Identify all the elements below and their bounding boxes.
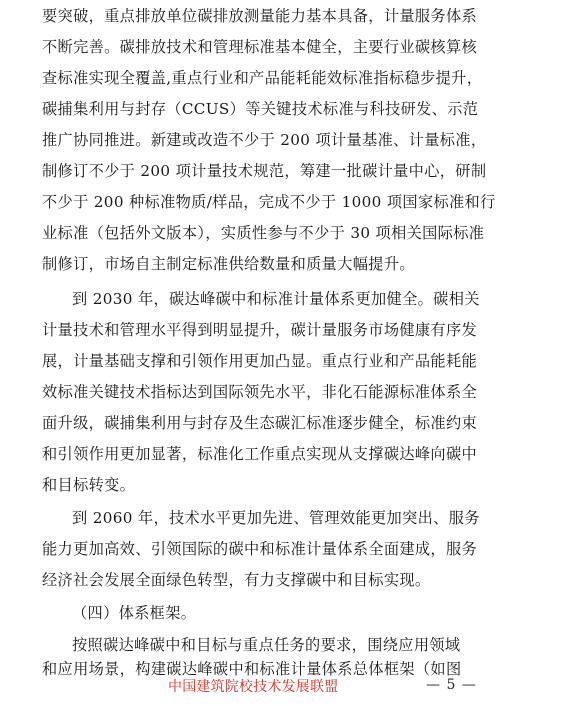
paragraph-line: 制修订，市场自主制定标准供给数量和质量大幅提升。 — [42, 255, 415, 273]
paragraph-first-line: 到 2060 年，技术水平更加先进、管理效能更加突出、服务 — [72, 509, 480, 527]
section-heading: （四）体系框架。 — [72, 604, 197, 622]
paragraph-line: 不断完善。碳排放技术和管理标准基本健全，主要行业碳核算核 — [42, 38, 478, 56]
paragraph-line: 查标准实现全覆盖,重点行业和产品能耗能效标准指标稳步提升， — [42, 69, 483, 87]
paragraph-first-line: 到 2030 年，碳达峰碳中和标准计量体系更加健全。碳相关 — [72, 290, 480, 308]
paragraph-line: 碳捕集利用与封存（CCUS）等关键技术标准与科技研发、示范 — [42, 100, 479, 118]
paragraph-line: 和目标转变。 — [42, 476, 136, 494]
paragraph-line: 和应用场景，构建碳达峰碳中和标准计量体系总体框架（如图 — [42, 660, 462, 678]
paragraph-line: 业标准（包括外文版本），实质性参与不少于 30 项相关国际标准 — [42, 224, 485, 242]
paragraph-line: 能力更加高效、引领国际的碳中和标准计量体系全面建成，服务 — [42, 540, 478, 558]
paragraph-line: 不少于 200 种标准物质/样品，完成不少于 1000 项国家标准和行 — [42, 193, 496, 211]
paragraph-line: 和引领作用更加显著，标准化工作重点实现从支撑碳达峰向碳中 — [42, 445, 478, 463]
paragraph-first-line: 按照碳达峰碳中和目标与重点任务的要求，围绕应用领域 — [72, 636, 461, 654]
paragraph-line: 效标准关键技术指标达到国际领先水平，非化石能源标准体系全 — [42, 383, 478, 401]
paragraph-line: 面升级，碳捕集利用与封存及生态碳汇标准逐步健全，标准约束 — [42, 414, 478, 432]
paragraph-line: 要突破，重点排放单位碳排放测量能力基本具备，计量服务体系 — [42, 7, 478, 25]
paragraph-line: 计量技术和管理水平得到明显提升，碳计量服务市场健康有序发 — [42, 321, 478, 339]
paragraph-line: 经济社会发展全面绿色转型，有力支撑碳中和目标实现。 — [42, 571, 431, 589]
footer-source-label: 中国建筑院校技术发展联盟 — [168, 679, 339, 695]
paragraph-line: 展，计量基础支撑和引领作用更加凸显。重点行业和产品能耗能 — [42, 352, 478, 370]
paragraph-line: 制修订不少于 200 项计量技术规范，筹建一批碳计量中心，研制 — [42, 162, 487, 180]
paragraph-line: 推广协同推进。新建或改造不少于 200 项计量基准、计量标准， — [42, 131, 487, 149]
page-number: — 5 — — [426, 677, 477, 693]
